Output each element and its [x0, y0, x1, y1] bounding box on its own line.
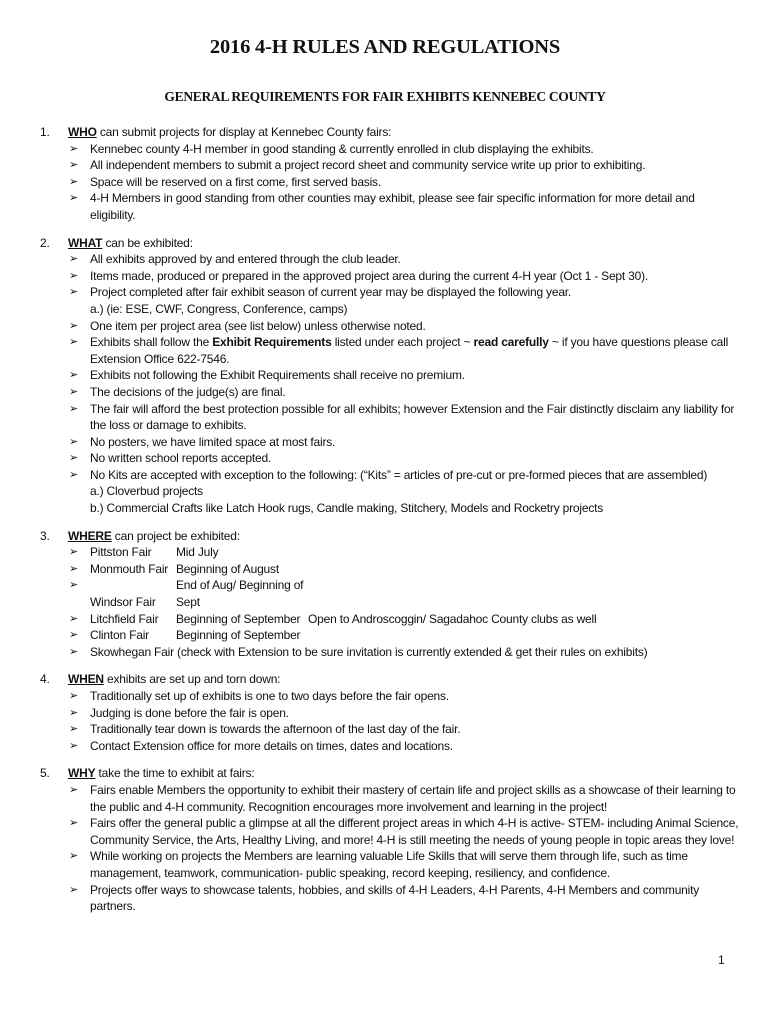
section-heading-text: can be exhibited: [102, 235, 193, 250]
sub-note: b.) Commercial Crafts like Latch Hook rugs, Candle making, Stitchery, Models and Rocketry projects [90, 501, 604, 516]
list-item: ➢ Kennebec county 4-H member in good standing & currently enrolled in club displaying the exhibits. [69, 141, 594, 156]
list-item: ➢ Projects offer ways to showcase talents, hobbies, and skills of 4-H Leaders, 4-H Parents, 4-H Members and community partners. [69, 882, 700, 914]
sub-note: a.) (ie: ESE, CWF, Congress, Conference, camps) [90, 301, 348, 316]
section-heading-text: can project be exhibited: [111, 528, 240, 543]
list-item: ➢ Project completed after fair exhibit season of current year may be displayed the following year. [69, 285, 572, 300]
arrow-bullet-icon: ➢ [69, 546, 79, 559]
fair-row [40, 561, 740, 578]
document-subtitle: GENERAL REQUIREMENTS FOR FAIR EXHIBITS KENNEBEC COUNTY [164, 89, 606, 104]
section-what [40, 235, 740, 517]
arrow-bullet-icon: ➢ [69, 253, 79, 266]
fair-name: Clinton Fair [90, 628, 149, 643]
arrow-bullet-icon: ➢ [69, 783, 79, 796]
emphasis-text: read carefully [473, 335, 549, 350]
arrow-bullet-icon: ➢ [69, 706, 79, 719]
arrow-bullet-icon: ➢ [69, 402, 79, 415]
fair-date: Beginning of September [176, 628, 301, 643]
section-who [40, 124, 740, 224]
arrow-bullet-icon: ➢ [69, 435, 79, 448]
arrow-bullet-icon: ➢ [69, 159, 79, 172]
list-item: ➢ 4-H Members in good standing from other counties may exhibit, please see fair specific information for more detail and eligibility. [69, 191, 695, 222]
section-heading [40, 528, 740, 545]
sub-note: a.) Cloverbud projects [90, 484, 203, 499]
arrow-bullet-icon: ➢ [69, 817, 79, 830]
arrow-bullet-icon: ➢ [69, 883, 79, 896]
arrow-bullet-icon: ➢ [69, 369, 79, 382]
arrow-bullet-icon: ➢ [69, 269, 79, 282]
section-when [40, 671, 740, 754]
section-number: 1. [40, 125, 50, 139]
fair-row [40, 544, 740, 561]
list-item: ➢ The decisions of the judge(s) are final. [69, 384, 286, 399]
fair-name: Monmouth Fair [90, 561, 169, 576]
document-title: 2016 4-H RULES AND REGULATIONS [209, 36, 561, 58]
list-item: ➢ Skowhegan Fair (check with Extension to be sure invitation is currently extended & get their rules on exhibits) [69, 644, 648, 659]
arrow-bullet-icon: ➢ [69, 385, 79, 398]
section-heading-text: take the time to exhibit at fairs: [95, 766, 255, 781]
section-why [40, 765, 740, 914]
section-number: 3. [40, 528, 50, 543]
arrow-bullet-icon: ➢ [69, 612, 79, 625]
section-heading [40, 671, 740, 688]
arrow-bullet-icon: ➢ [69, 142, 79, 155]
list-item: ➢ Fairs offer the general public a glimpse at all the different project areas in which 4-H is active- STEM- including Animal Science, Community Service, the Arts, Healthy Living, and more! 4-H is still meeting the needs of young people in topic areas they love! [69, 816, 739, 847]
arrow-bullet-icon: ➢ [69, 690, 79, 702]
section-keyword: WHY [68, 766, 96, 781]
list-item: ➢ Traditionally tear down is towards the afternoon of the last day of the fair. [69, 722, 461, 737]
arrow-bullet-icon: ➢ [69, 579, 79, 592]
list-item: ➢ Items made, produced or prepared in the approved project area during the current 4-H year (Oct 1 - Sept 30). [69, 268, 649, 283]
arrow-bullet-icon: ➢ [69, 645, 79, 658]
list-item: ➢ No posters, we have limited space at most fairs. [69, 434, 336, 449]
arrow-bullet-icon: ➢ [69, 452, 79, 465]
fair-name: Pittston Fair [90, 545, 152, 560]
list-item: ➢ One item per project area (see list below) unless otherwise noted. [69, 318, 426, 333]
list-item: ➢ No written school reports accepted. [69, 451, 272, 466]
section-number: 5. [40, 766, 50, 781]
list-item: ➢ Space will be reserved on a first come, first served basis. [69, 174, 381, 189]
section-heading-text: can submit projects for display at Kennebec County fairs: [96, 125, 392, 139]
arrow-bullet-icon: ➢ [69, 319, 79, 332]
fair-row [40, 577, 740, 610]
arrow-bullet-icon: ➢ [69, 468, 79, 481]
fair-name: Litchfield Fair [90, 611, 159, 626]
fair-row [40, 627, 740, 644]
list-item: ➢ All exhibits approved by and entered through the club leader. [69, 252, 401, 267]
fair-note: Open to Androscoggin/ Sagadahoc County clubs as well [308, 611, 597, 626]
list-item: ➢ All independent members to submit a project record sheet and community service write up prior to exhibiting. [69, 158, 646, 173]
arrow-bullet-icon: ➢ [69, 562, 79, 575]
fair-name: Windsor Fair [90, 595, 156, 610]
list-item: ➢ No Kits are accepted with exception to the following: (“Kits” = articles of pre-cut or pre-formed pieces that are assembled) [69, 467, 708, 482]
list-item: ➢ The fair will afford the best protection possible for all exhibits; however Extension and the Fair distinctly disclaim any liability for the loss or damage to exhibits. [69, 401, 735, 433]
section-heading-text: exhibits are set up and torn down: [103, 672, 281, 687]
list-item-exhibit-requirements: ➢ Exhibits shall follow the Exhibit Requirements listed under each project ~ read carefully ~ if you have questions please call Extension Office 622-7546. [69, 335, 729, 366]
section-keyword: WHEN [68, 672, 104, 687]
section-number: 4. [40, 672, 50, 687]
arrow-bullet-icon: ➢ [69, 739, 79, 752]
requirements-list [40, 124, 740, 926]
list-item: ➢ Contact Extension office for more details on times, dates and locations. [69, 738, 453, 753]
arrow-bullet-icon: ➢ [69, 629, 79, 642]
arrow-bullet-icon: ➢ [69, 192, 79, 205]
section-keyword: WHAT [68, 235, 103, 250]
page-number: 1 [718, 953, 725, 967]
list-item: ➢ While working on projects the Members are learning valuable Life Skills that will serve them through life, such as time management, teamwork, communication- public speaking, record keeping, resiliency, and confidence. [69, 849, 688, 880]
arrow-bullet-icon: ➢ [69, 336, 79, 349]
list-item: ➢ Exhibits not following the Exhibit Requirements shall receive no premium. [69, 368, 465, 383]
section-heading [40, 235, 740, 252]
list-item: ➢ Judging is done before the fair is open. [69, 705, 289, 720]
section-heading [40, 765, 740, 782]
list-item: ➢ Traditionally set up of exhibits is one to two days before the fair opens. [69, 689, 449, 703]
fair-date: Beginning of August [176, 561, 279, 576]
list-item: ➢ Fairs enable Members the opportunity to exhibit their mastery of certain life and project skills as a showcase of their learning to the public and 4-H community. Recognition encourages more involvement and learning in the project! [69, 782, 736, 814]
fair-date: Beginning of September [176, 611, 301, 626]
fair-row [40, 611, 740, 628]
section-where [40, 528, 740, 661]
section-keyword: WHERE [68, 528, 112, 543]
arrow-bullet-icon: ➢ [69, 850, 79, 863]
fair-date: Mid July [176, 545, 219, 560]
section-heading [40, 124, 740, 141]
arrow-bullet-icon: ➢ [69, 175, 79, 188]
arrow-bullet-icon: ➢ [69, 723, 79, 736]
section-keyword: WHO [68, 125, 97, 139]
arrow-bullet-icon: ➢ [69, 286, 79, 299]
fair-date: End of Aug/ Beginning of Sept [176, 578, 304, 610]
section-number: 2. [40, 235, 50, 250]
emphasis-text: Exhibit Requirements [212, 335, 332, 350]
